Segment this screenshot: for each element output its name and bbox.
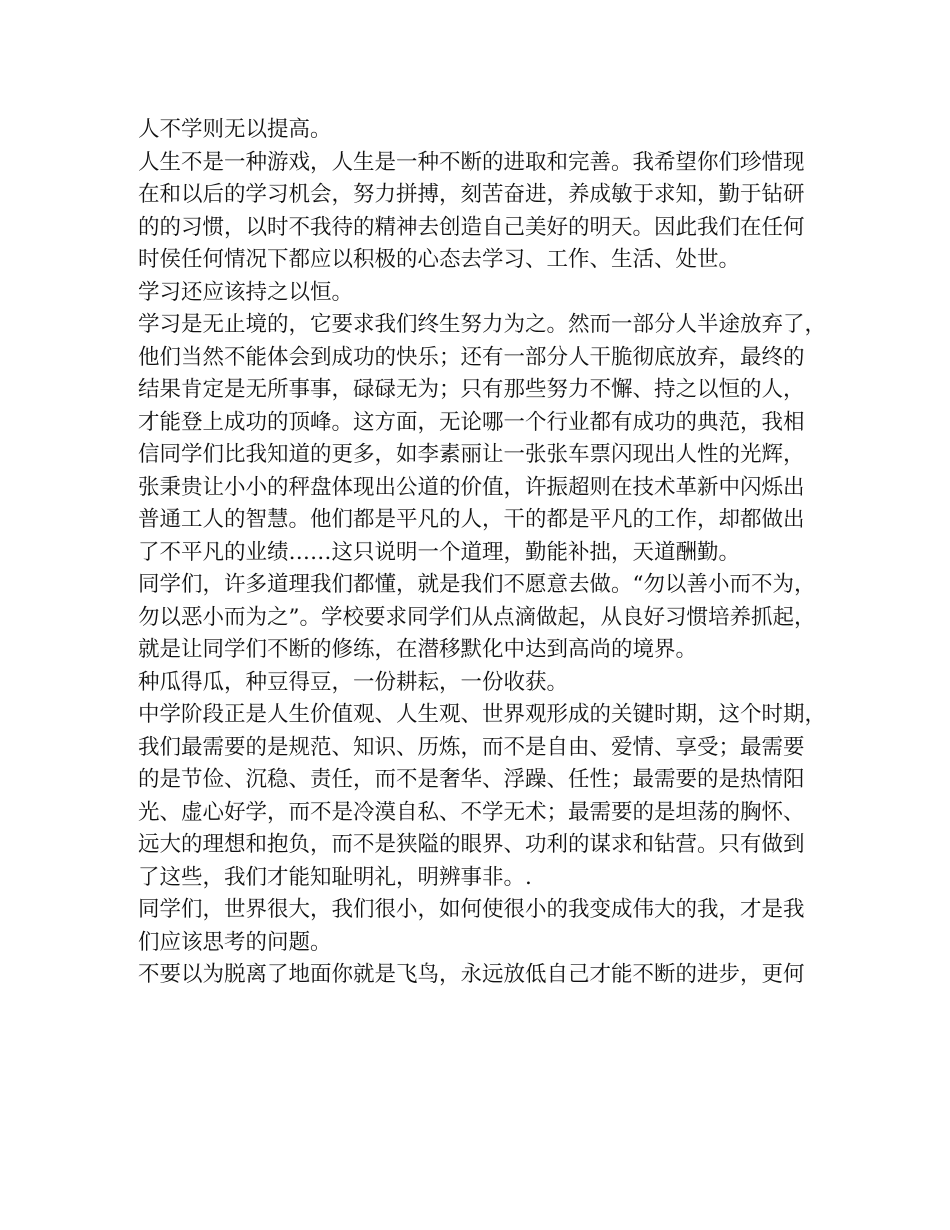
text-line: 人生不是一种游戏，人生是一种不断的进取和完善。我希望你们珍惜现 [138, 149, 805, 175]
text-line: 不要以为脱离了地面你就是飞鸟，永远放低自己才能不断的进步，更何 [138, 962, 805, 987]
text-line: 光、虚心好学，而不是冷漠自私、不学无术；最需要的是坦荡的胸怀、 [138, 799, 805, 825]
text-line: 种瓜得瓜，种豆得豆，一份耕耘，一份收获。 [138, 669, 569, 695]
document-body [138, 114, 828, 992]
text-line: 学习是无止境的，它要求我们终生努力为之。然而一部分人半途放弃了， [138, 312, 827, 337]
text-line: 学习还应该持之以恒。 [138, 279, 354, 305]
text-line: 才能登上成功的顶峰。这方面，无论哪一个行业都有成功的典范，我相 [138, 409, 805, 435]
text-line: 我们最需要的是规范、知识、历炼，而不是自由、爱情、享受；最需要 [138, 734, 805, 760]
text-line: 同学们，许多道理我们都懂，就是我们不愿意去做。“勿以善小而不为， [138, 572, 816, 597]
text-line: 结果肯定是无所事事，碌碌无为；只有那些努力不懈、持之以恒的人， [138, 377, 805, 402]
text-line: 信同学们比我知道的更多，如李素丽让一张张车票闪现出人性的光辉， [138, 442, 805, 467]
text-line: 了这些，我们才能知耻明礼，明辨事非。. [138, 864, 532, 890]
text-line: 的是节俭、沉稳、责任，而不是奢华、浮躁、任性；最需要的是热情阳 [138, 767, 805, 792]
text-line: 同学们，世界很大，我们很小，如何使很小的我变成伟大的我，才是我 [138, 897, 805, 922]
text-line: 人不学则无以提高。 [138, 117, 332, 142]
text-line: 张秉贵让小小的秤盘体现出公道的价值，许振超则在技术革新中闪烁出 [138, 474, 805, 500]
text-line: 普通工人的智慧。他们都是平凡的人，干的都是平凡的工作，却都做出 [138, 507, 805, 532]
text-line: 们应该思考的问题。 [138, 929, 332, 955]
text-line: 勿以恶小而为之”。学校要求同学们从点滴做起，从良好习惯培养抓起， [138, 604, 816, 630]
text-line: 在和以后的学习机会，努力拼搏，刻苦奋进，养成敏于求知，勤于钻研 [138, 182, 805, 207]
text-line: 中学阶段正是人生价值观、人生观、世界观形成的关键时期，这个时期， [138, 702, 827, 727]
text-line: 他们当然不能体会到成功的快乐；还有一部分人干脆彻底放弃，最终的 [138, 344, 805, 370]
text-line: 的的习惯，以时不我待的精神去创造自己美好的明天。因此我们在任何 [138, 214, 805, 240]
text-line: 时侯任何情况下都应以积极的心态去学习、工作、生活、处世。 [138, 247, 741, 272]
text-line: 远大的理想和抱负，而不是狭隘的眼界、功利的谋求和钻营。只有做到 [138, 832, 805, 857]
text-line: 了不平凡的业绩……这只说明一个道理，勤能补拙，天道酬勤。 [138, 539, 741, 565]
text-line: 就是让同学们不断的修练，在潜移默化中达到高尚的境界。 [138, 637, 698, 662]
